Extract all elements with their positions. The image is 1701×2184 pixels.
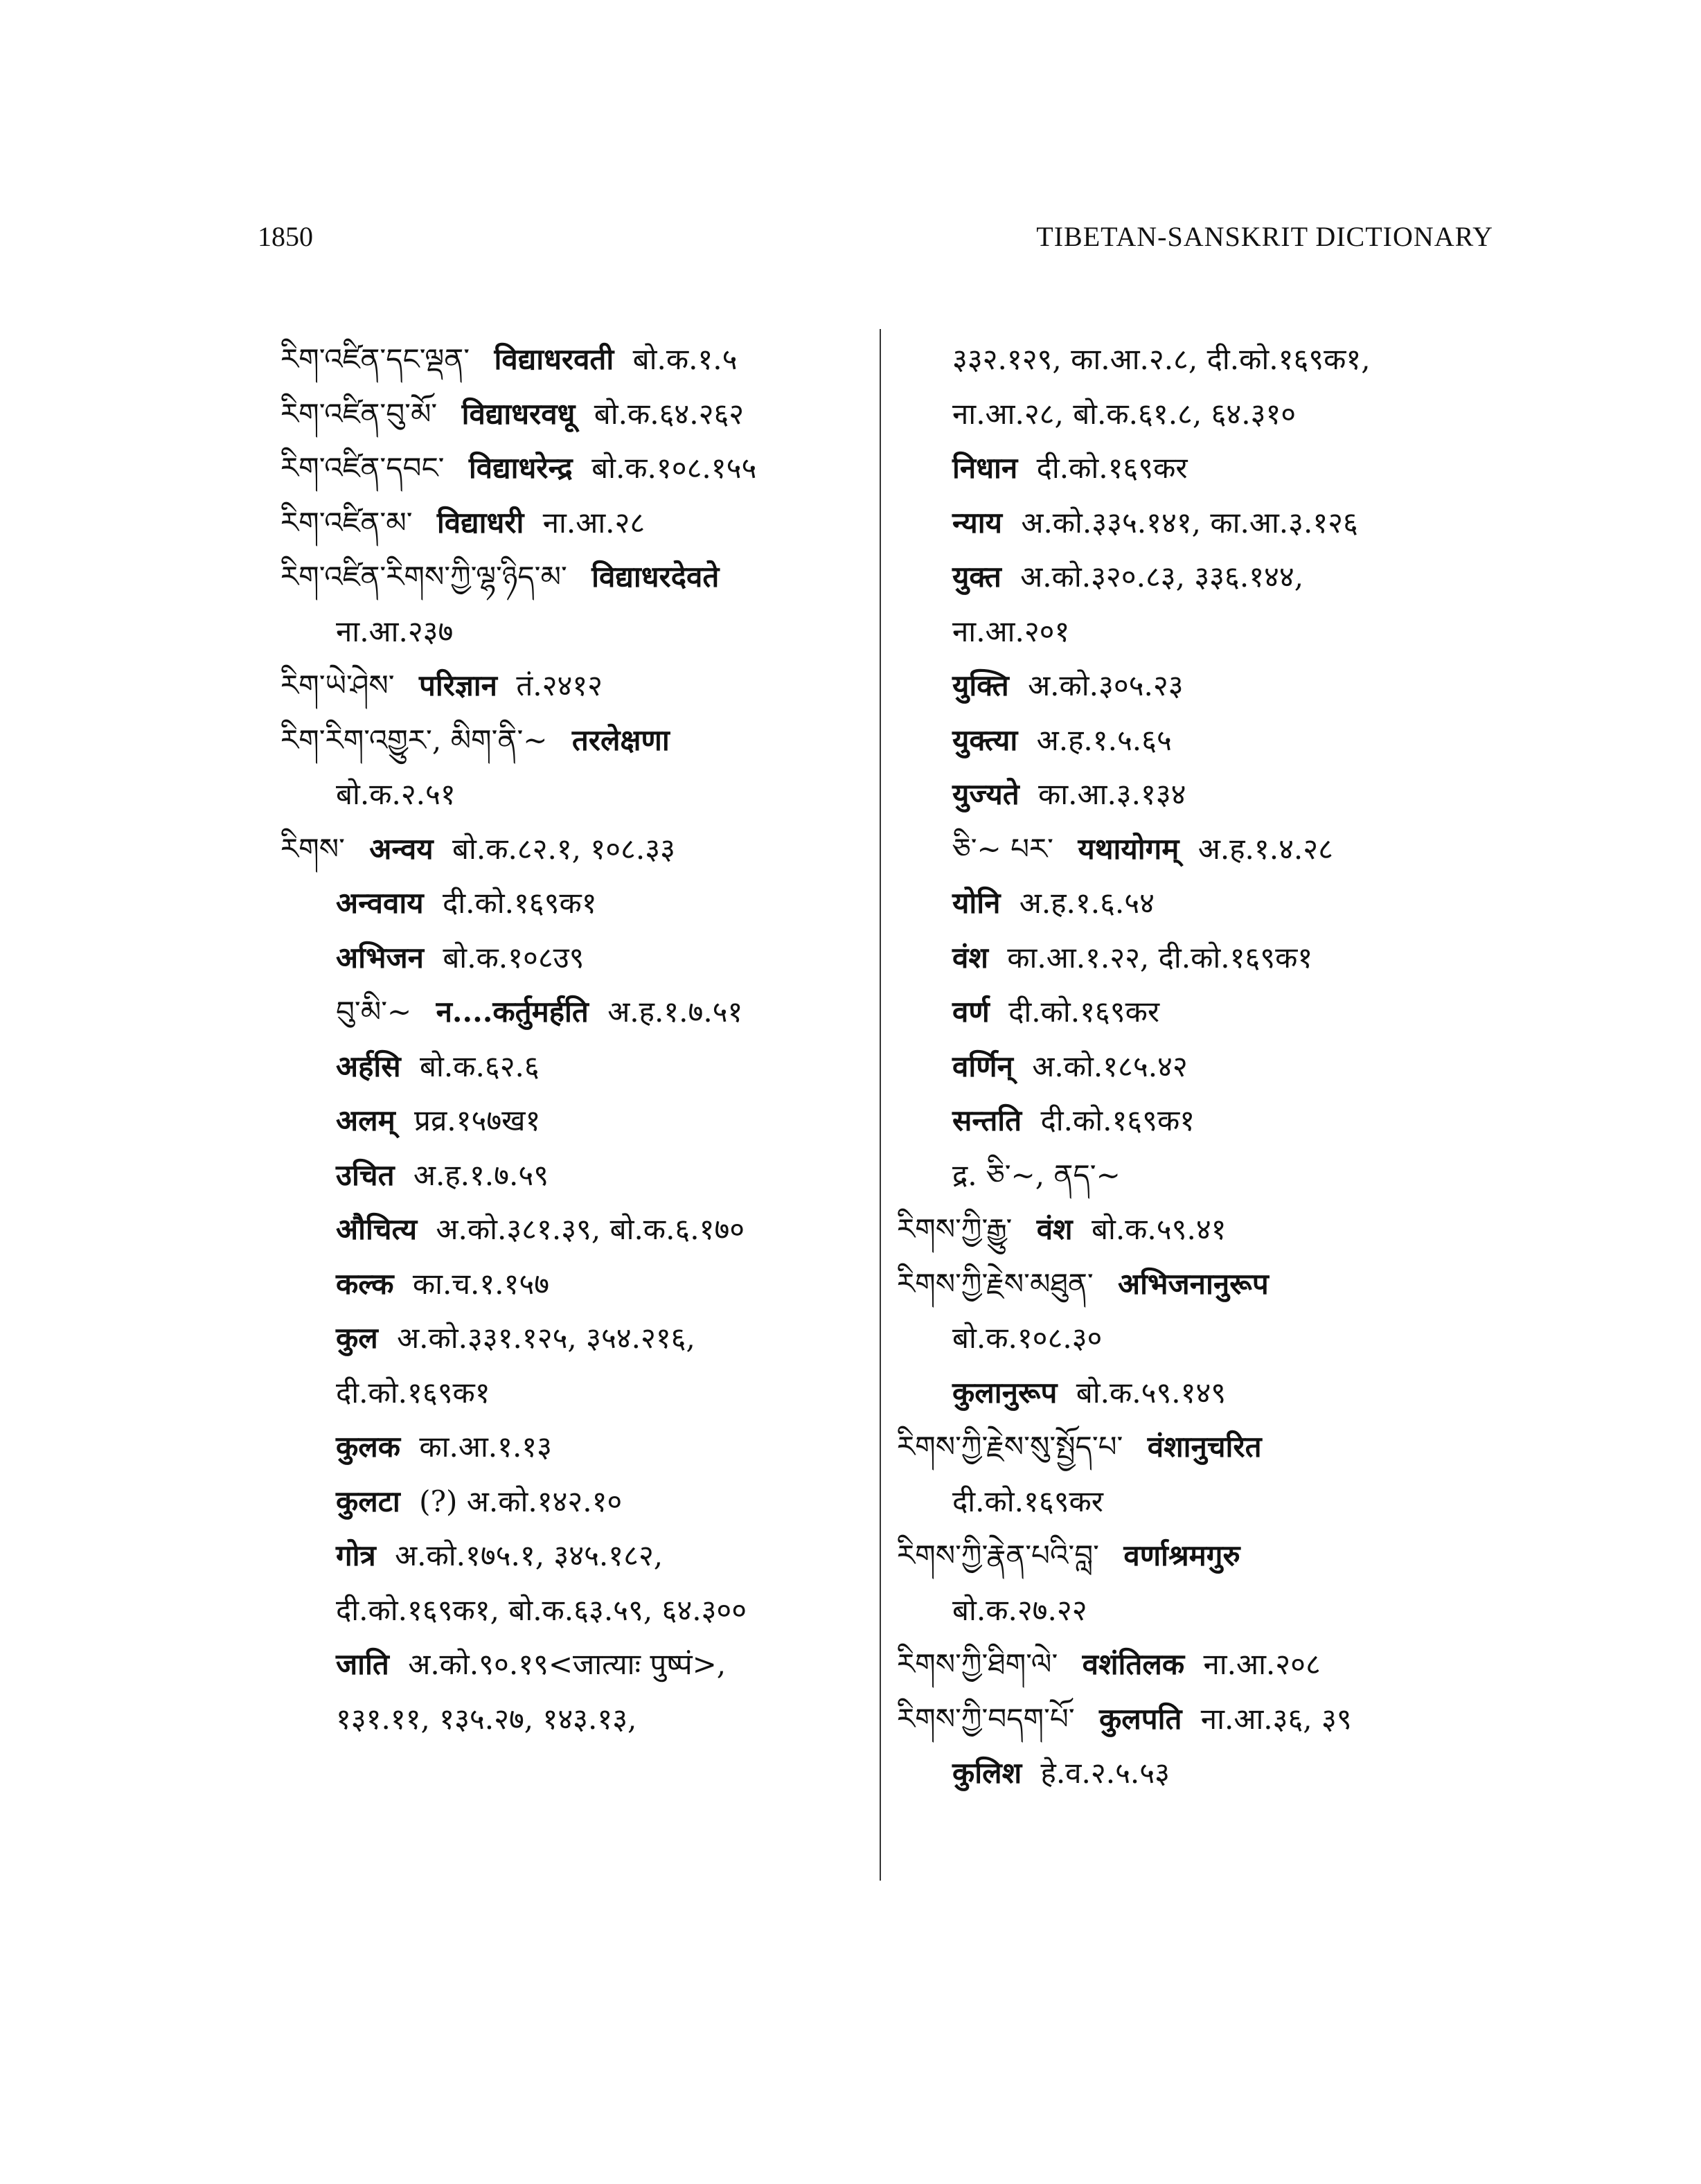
- tibetan-headword: རིགས་ཀྱི་རྒྱུ་: [897, 1212, 1013, 1246]
- running-head: TIBETAN-SANSKRIT DICTIONARY: [1036, 221, 1493, 252]
- sanskrit-equivalent: गोत्र: [336, 1538, 376, 1572]
- sanskrit-equivalent: वर्णिन्: [952, 1049, 1013, 1083]
- tibetan-headword: རིག་ཡེ་ཤེས་: [280, 668, 395, 702]
- source-reference: ना.आ.२०८: [1203, 1647, 1321, 1681]
- sanskrit-equivalent: अर्हसि: [336, 1049, 401, 1083]
- source-reference: दी.को.१६९क१, बो.क.६३.५९, ६४.३००: [336, 1592, 747, 1627]
- entry-line: [280, 441, 869, 496]
- tibetan-headword: རིགས་ཀྱི་རྗེས་མཐུན་: [897, 1266, 1094, 1301]
- page-number: 1850: [258, 221, 313, 252]
- sanskrit-equivalent: सन्तति: [952, 1103, 1022, 1137]
- source-reference: अ.को.१८५.४२: [1032, 1049, 1188, 1083]
- entry-line: [280, 1202, 869, 1257]
- sanskrit-equivalent: वंशानुचरित: [1147, 1430, 1262, 1464]
- entry-line: [280, 1040, 869, 1094]
- entry-line: [897, 605, 1506, 659]
- sanskrit-equivalent: अलम्: [336, 1103, 395, 1137]
- entry-line: [280, 1692, 869, 1747]
- entry-line: [280, 496, 869, 551]
- entry-line: [897, 1692, 1506, 1747]
- source-reference: अ.को.३२०.८३, ३३६.१४४,: [1020, 560, 1304, 594]
- tibetan-headword: རིགས་ཀྱི་ཐིག་ལེ་: [897, 1647, 1058, 1681]
- entry-line: [280, 1148, 869, 1203]
- sanskrit-equivalent: कुलपति: [1099, 1701, 1182, 1736]
- entry-line: [897, 1202, 1506, 1257]
- entry-line: [280, 1529, 869, 1583]
- entry-line: [280, 822, 869, 877]
- sanskrit-equivalent: परिज्ञान: [418, 668, 497, 702]
- entry-line: [897, 876, 1506, 931]
- column-divider: [880, 329, 881, 1881]
- entry-line: [897, 1040, 1506, 1094]
- source-reference: बो.क.६४.२६२: [594, 396, 745, 431]
- entry-line: [897, 496, 1506, 551]
- source-reference: द्र. ཅི་~, ནད་~: [952, 1157, 1121, 1192]
- tibetan-headword: རིག་འཛིན་བུ་མོ་: [280, 396, 438, 431]
- sanskrit-equivalent: युक्त: [952, 560, 1001, 594]
- sanskrit-equivalent: जाति: [336, 1647, 389, 1681]
- sanskrit-equivalent: कल्क: [336, 1266, 394, 1301]
- source-reference: बो.क.५९.१४९: [1076, 1375, 1227, 1410]
- sanskrit-equivalent: उचित: [336, 1157, 395, 1192]
- sanskrit-equivalent: कुलटा: [336, 1484, 400, 1518]
- source-reference: बो.क.१०८.१५५: [591, 451, 757, 485]
- source-reference: १३१.११, १३५.२७, १४३.१३,: [336, 1701, 637, 1736]
- sanskrit-equivalent: वंश: [1036, 1212, 1073, 1246]
- source-reference: ना.आ.२३७: [336, 614, 454, 648]
- source-reference: बो.क.८२.१, १०८.३३: [452, 831, 675, 866]
- entry-line: [280, 767, 869, 822]
- entry-line: [280, 1420, 869, 1475]
- source-reference: का.च.१.१५७: [412, 1266, 550, 1301]
- sanskrit-equivalent: विद्याधरवधू: [461, 396, 576, 431]
- sanskrit-equivalent: विद्याधरवती: [494, 342, 614, 376]
- entry-line: [280, 1311, 869, 1366]
- source-reference: ना.आ.२०१: [952, 614, 1070, 648]
- tibetan-headword: ཅི་~ པར་: [952, 831, 1053, 866]
- sanskrit-equivalent: वशंतिलक: [1082, 1647, 1185, 1681]
- entry-line: [280, 985, 869, 1040]
- sanskrit-equivalent: अन्वय: [369, 831, 434, 866]
- source-reference: दी.को.१६९कर: [952, 1484, 1103, 1518]
- source-reference: (?) अ.को.१४२.१०: [419, 1484, 623, 1518]
- entry-line: [280, 876, 869, 931]
- source-reference: अ.को.३०५.२३: [1028, 668, 1184, 702]
- entry-line: [280, 1366, 869, 1421]
- entry-line: [897, 1311, 1506, 1366]
- sanskrit-equivalent: न....कर्तुमर्हति: [436, 995, 589, 1029]
- entry-line: [897, 387, 1506, 442]
- entry-line: [897, 1148, 1506, 1203]
- source-reference: का.आ.१.१३: [419, 1430, 552, 1464]
- tibetan-headword: རིགས་: [280, 831, 345, 866]
- tibetan-headword: རིག་འཛིན་དབང་: [280, 451, 445, 485]
- entry-line: [897, 767, 1506, 822]
- source-reference: दी.को.१६९क१: [336, 1375, 490, 1410]
- source-reference: अ.को.९०.१९<जात्याः पुष्पं>,: [408, 1647, 727, 1681]
- source-reference: ना.आ.२८: [542, 505, 645, 540]
- entry-line: [897, 822, 1506, 877]
- source-reference: अ.को.३३५.१४१, का.आ.३.१२६: [1021, 505, 1358, 540]
- sanskrit-equivalent: वर्णाश्रमगुरु: [1123, 1538, 1240, 1572]
- tibetan-headword: རིག་འཛིན་མ་: [280, 505, 413, 540]
- sanskrit-equivalent: विद्याधरेन्द्र: [468, 451, 573, 485]
- entry-line: [897, 713, 1506, 768]
- source-reference: का.आ.१.२२, दी.को.१६९क१: [1007, 940, 1313, 975]
- source-reference: दी.को.१६९क१: [1040, 1103, 1195, 1137]
- entry-line: [897, 332, 1506, 387]
- source-reference: अ.ह.१.६.५४: [1019, 886, 1155, 920]
- source-reference: ३३२.१२९, का.आ.२.८, दी.को.१६९क१,: [952, 342, 1371, 376]
- source-reference: ना.आ.३६, ३९: [1200, 1701, 1352, 1736]
- sanskrit-equivalent: योनि: [952, 886, 1001, 920]
- source-reference: बो.क.६२.६: [420, 1049, 540, 1083]
- source-reference: दी.को.१६९कर: [1036, 451, 1188, 485]
- sanskrit-equivalent: युज्यते: [952, 777, 1019, 811]
- sanskrit-equivalent: अभिजन: [336, 940, 424, 975]
- source-reference: अ.को.३३१.१२५, ३५४.२१६,: [397, 1321, 695, 1355]
- tibetan-headword: རིགས་ཀྱི་རྣེན་པའི་བླ་: [897, 1538, 1099, 1572]
- source-reference: दी.को.१६९कर: [1008, 995, 1160, 1029]
- tibetan-headword: བུ་མི་~: [336, 995, 412, 1029]
- entry-line: [897, 931, 1506, 986]
- entry-line: [280, 332, 869, 387]
- sanskrit-equivalent: कुलिश: [952, 1756, 1022, 1790]
- entry-line: [280, 1583, 869, 1638]
- sanskrit-equivalent: यथायोगम्: [1078, 831, 1179, 866]
- sanskrit-equivalent: निधान: [952, 451, 1018, 485]
- source-reference: बो.क.५९.४१: [1091, 1212, 1227, 1246]
- source-reference: बो.क.२७.२२: [952, 1592, 1087, 1627]
- source-reference: दी.को.१६९क१: [442, 886, 597, 920]
- tibetan-headword: རིག་འཛིན་རིགས་ཀྱི་ལྷ་ཉིད་མ་: [280, 560, 567, 594]
- source-reference: अ.ह.१.७.५१: [607, 995, 743, 1029]
- entry-line: [280, 387, 869, 442]
- sanskrit-equivalent: अभिजनानुरूप: [1118, 1266, 1269, 1301]
- entry-line: [280, 659, 869, 713]
- sanskrit-equivalent: कुल: [336, 1321, 378, 1355]
- tibetan-headword: རིགས་ཀྱི་བདག་པོ་: [897, 1701, 1075, 1736]
- sanskrit-equivalent: औचित्य: [336, 1212, 418, 1246]
- entry-line: [280, 931, 869, 986]
- entry-line: [280, 1637, 869, 1692]
- sanskrit-equivalent: युक्त्या: [952, 722, 1018, 757]
- sanskrit-equivalent: न्याय: [952, 505, 1002, 540]
- sanskrit-equivalent: अन्ववाय: [336, 886, 424, 920]
- tibetan-headword: རིག་རིག་འགྱུར་, མིག་ནི་~: [280, 722, 548, 757]
- sanskrit-equivalent: युक्ति: [952, 668, 1009, 702]
- tibetan-headword: རིག་འཛིན་དང་ལྡན་: [280, 342, 470, 376]
- sanskrit-equivalent: विद्याधरी: [436, 505, 524, 540]
- entry-line: [897, 1475, 1506, 1529]
- source-reference: अ.ह.१.४.२८: [1197, 831, 1333, 866]
- entry-line: [280, 550, 869, 605]
- sanskrit-equivalent: कुलक: [336, 1430, 400, 1464]
- source-reference: बो.क.१०८उ९: [443, 940, 585, 975]
- entry-line: [280, 1475, 869, 1529]
- source-reference: बो.क.२.५१: [336, 777, 456, 811]
- entry-line: [897, 1583, 1506, 1638]
- entry-line: [897, 550, 1506, 605]
- entry-line: [897, 441, 1506, 496]
- entry-line: [280, 713, 869, 768]
- source-reference: अ.ह.१.७.५९: [413, 1157, 549, 1192]
- tibetan-headword: རིགས་ཀྱི་རྗེས་སུ་སྤྱོད་པ་: [897, 1430, 1123, 1464]
- sanskrit-equivalent: विद्याधरदेवते: [591, 560, 720, 594]
- entry-line: [280, 1094, 869, 1148]
- entry-line: [280, 1257, 869, 1312]
- source-reference: तं.२४१२: [516, 668, 603, 702]
- entry-line: [897, 1746, 1506, 1801]
- source-reference: का.आ.३.१३४: [1038, 777, 1186, 811]
- entry-line: [897, 1094, 1506, 1148]
- source-reference: अ.को.१७५.१, ३४५.१८२,: [395, 1538, 664, 1572]
- entry-line: [897, 1529, 1506, 1583]
- entry-line: [897, 659, 1506, 713]
- source-reference: बो.क.१०८.३०: [952, 1321, 1103, 1355]
- source-reference: बो.क.१.५: [632, 342, 738, 376]
- sanskrit-equivalent: तरलेक्षणा: [571, 722, 670, 757]
- entry-line: [897, 985, 1506, 1040]
- entry-line: [897, 1366, 1506, 1421]
- entry-line: [897, 1637, 1506, 1692]
- source-reference: प्रव्र.१५७ख१: [414, 1103, 541, 1137]
- left-column: [280, 332, 869, 1746]
- sanskrit-equivalent: कुलानुरूप: [952, 1375, 1058, 1410]
- entry-line: [280, 605, 869, 659]
- source-reference: हे.व.२.५.५३: [1040, 1756, 1170, 1790]
- source-reference: अ.को.३८१.३९, बो.क.६.१७०: [436, 1212, 745, 1246]
- source-reference: अ.ह.१.५.६५: [1036, 722, 1172, 757]
- right-column: [897, 332, 1506, 1801]
- source-reference: ना.आ.२८, बो.क.६१.८, ६४.३१०: [952, 396, 1297, 431]
- sanskrit-equivalent: वर्ण: [952, 995, 990, 1029]
- sanskrit-equivalent: वंश: [952, 940, 988, 975]
- entry-line: [897, 1257, 1506, 1312]
- entry-line: [897, 1420, 1506, 1475]
